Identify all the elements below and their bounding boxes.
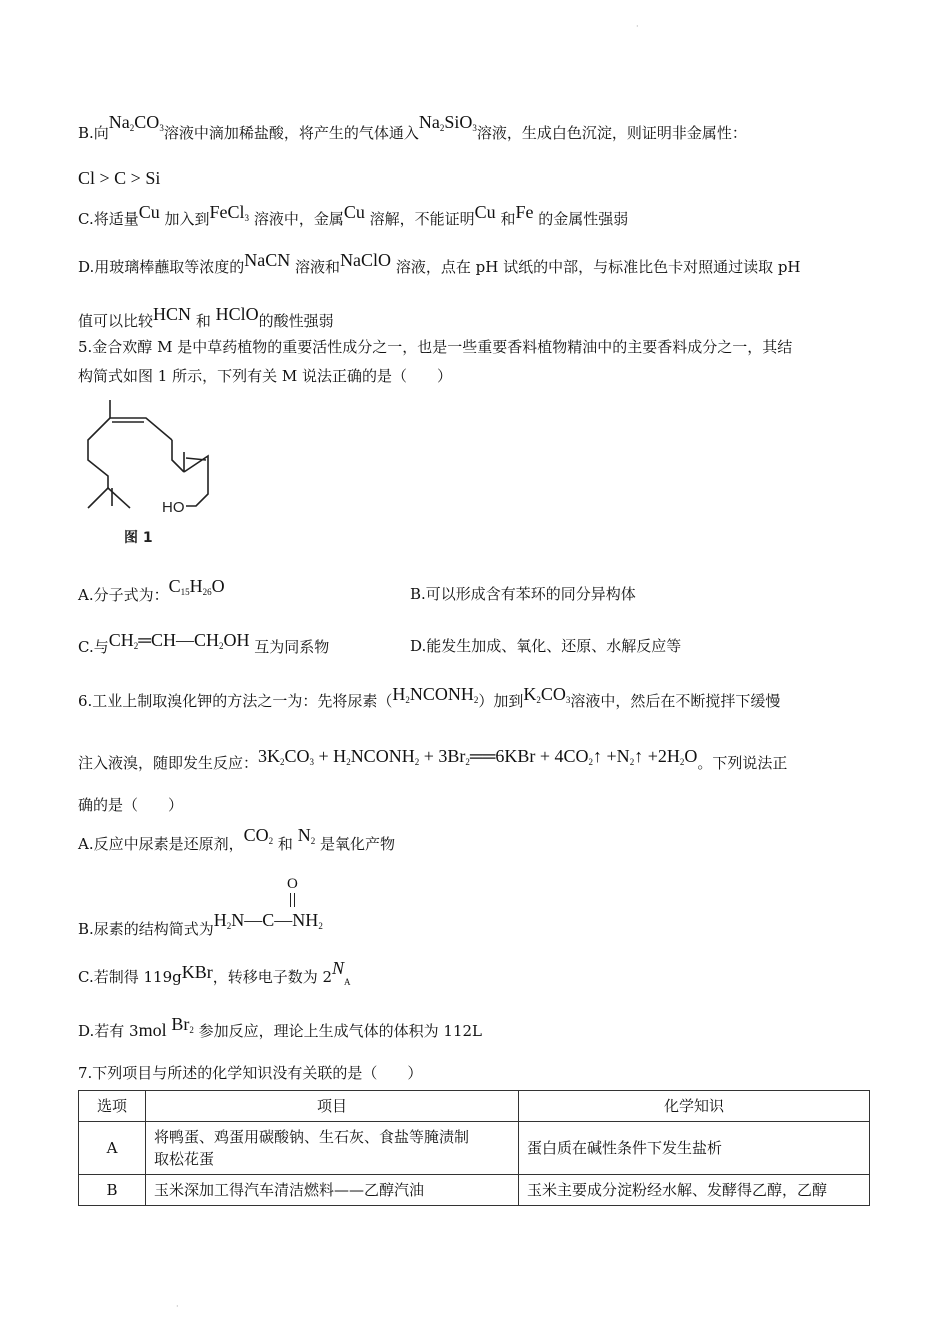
urea-double-bond-right — [294, 893, 296, 907]
header-item: 项目 — [146, 1091, 519, 1122]
q4-option-c: C.将适量Cu 加入到FeCl$_3$ 溶液中，金属Cu 溶解，不能证明Cu 和Fe 的金属性强弱 — [78, 202, 629, 228]
q5-option-d: D.能发生加成、氧化、还原、水解反应等 — [410, 637, 682, 655]
row-knowledge: 玉米主要成分淀粉经水解、发酵得乙醇，乙醇 — [519, 1175, 870, 1206]
q6-stem-2: 注入液溴，随即发生反应：$3K_2CO_3$ + $H_2NCONH_2$ + $3Br_2══6KBr$ + $4CO_2↑$ $+N_2↑ +2H_2O$。下列说法正 — [78, 746, 788, 772]
q7-table — [78, 1090, 870, 1206]
table-row — [79, 1122, 870, 1175]
q5-stem-2: 构简式如图 1 所示，下列有关 M 说法正确的是（ ） — [78, 367, 452, 385]
page-mark: · — [636, 22, 639, 31]
row-option: A — [79, 1122, 146, 1175]
q4-option-b: B.向$Na_2CO_3$溶液中滴加稀盐酸，将产生的气体通入$Na_2SiO_3$溶液，生成白色沉淀，则证明非金属性： — [78, 112, 747, 142]
page-mark: · — [176, 1302, 179, 1311]
q5-option-b: B.可以形成含有苯环的同分异构体 — [410, 585, 636, 603]
header-option: 选项 — [79, 1091, 146, 1122]
row-option: B — [79, 1175, 146, 1206]
row-item: 玉米深加工得汽车清洁燃料——乙醇汽油 — [146, 1175, 519, 1206]
q4-option-d-cont: 值可以比较HCN 和 HClO的酸性强弱 — [78, 304, 334, 330]
fig-ho-label: HO — [162, 499, 185, 516]
urea-double-bond-left — [290, 893, 292, 907]
fig-caption: 图 1 — [124, 530, 153, 546]
row-knowledge: 蛋白质在碱性条件下发生盐析 — [519, 1122, 870, 1175]
q6-option-d: D.若有 3mol $Br_2$ 参加反应，理论上生成气体的体积为 112L — [78, 1014, 483, 1040]
q4-option-b-inequality: Cl > C > Si — [78, 168, 161, 188]
q5-option-c: C.与$CH_2═CH—CH_2OH$ 互为同系物 — [78, 630, 330, 656]
q5-stem-1: 5.金合欢醇 M 是中草药植物的重要活性成分之一，也是一些重要香料植物精油中的主要香料成分之一，其结 — [78, 338, 793, 356]
farnesol-structure-figure — [78, 390, 238, 550]
q6-option-a: A.反应中尿素是还原剂，$CO_2$ 和 $N_2$ 是氧化产物 — [78, 825, 395, 853]
q6-stem-3: 确的是（ ） — [78, 796, 184, 814]
table-row — [79, 1175, 870, 1206]
header-knowledge: 化学知识 — [519, 1091, 870, 1122]
urea-oxygen: O — [287, 876, 298, 892]
q7-stem: 7.下列项目与所述的化学知识没有关联的是（ ） — [78, 1064, 423, 1082]
q6-option-b: B.尿素的结构简式为$H_2N—C—NH_2$ — [78, 910, 323, 938]
q4-option-d: D.用玻璃棒蘸取等浓度的NaCN 溶液和NaClO 溶液，点在 pH 试纸的中部，与标准比色卡对照通过读取 pH — [78, 250, 801, 276]
q5-option-a: A.分子式为：$C_{15}H_{26}O$ — [78, 576, 225, 604]
q6-option-c: C.若制得 119gKBr，转移电子数为 $2N_A$ — [78, 958, 351, 987]
table-header-row — [79, 1091, 870, 1122]
q6-stem-1: 6.工业上制取溴化钾的方法之一为：先将尿素$(H_2NCONH_2)$加到$K_2CO_3$溶液中，然后在不断搅拌下缓慢 — [78, 684, 781, 710]
row-item: 将鸭蛋、鸡蛋用碳酸钠、生石灰、食盐等腌渍制 取松花蛋 — [146, 1122, 519, 1175]
